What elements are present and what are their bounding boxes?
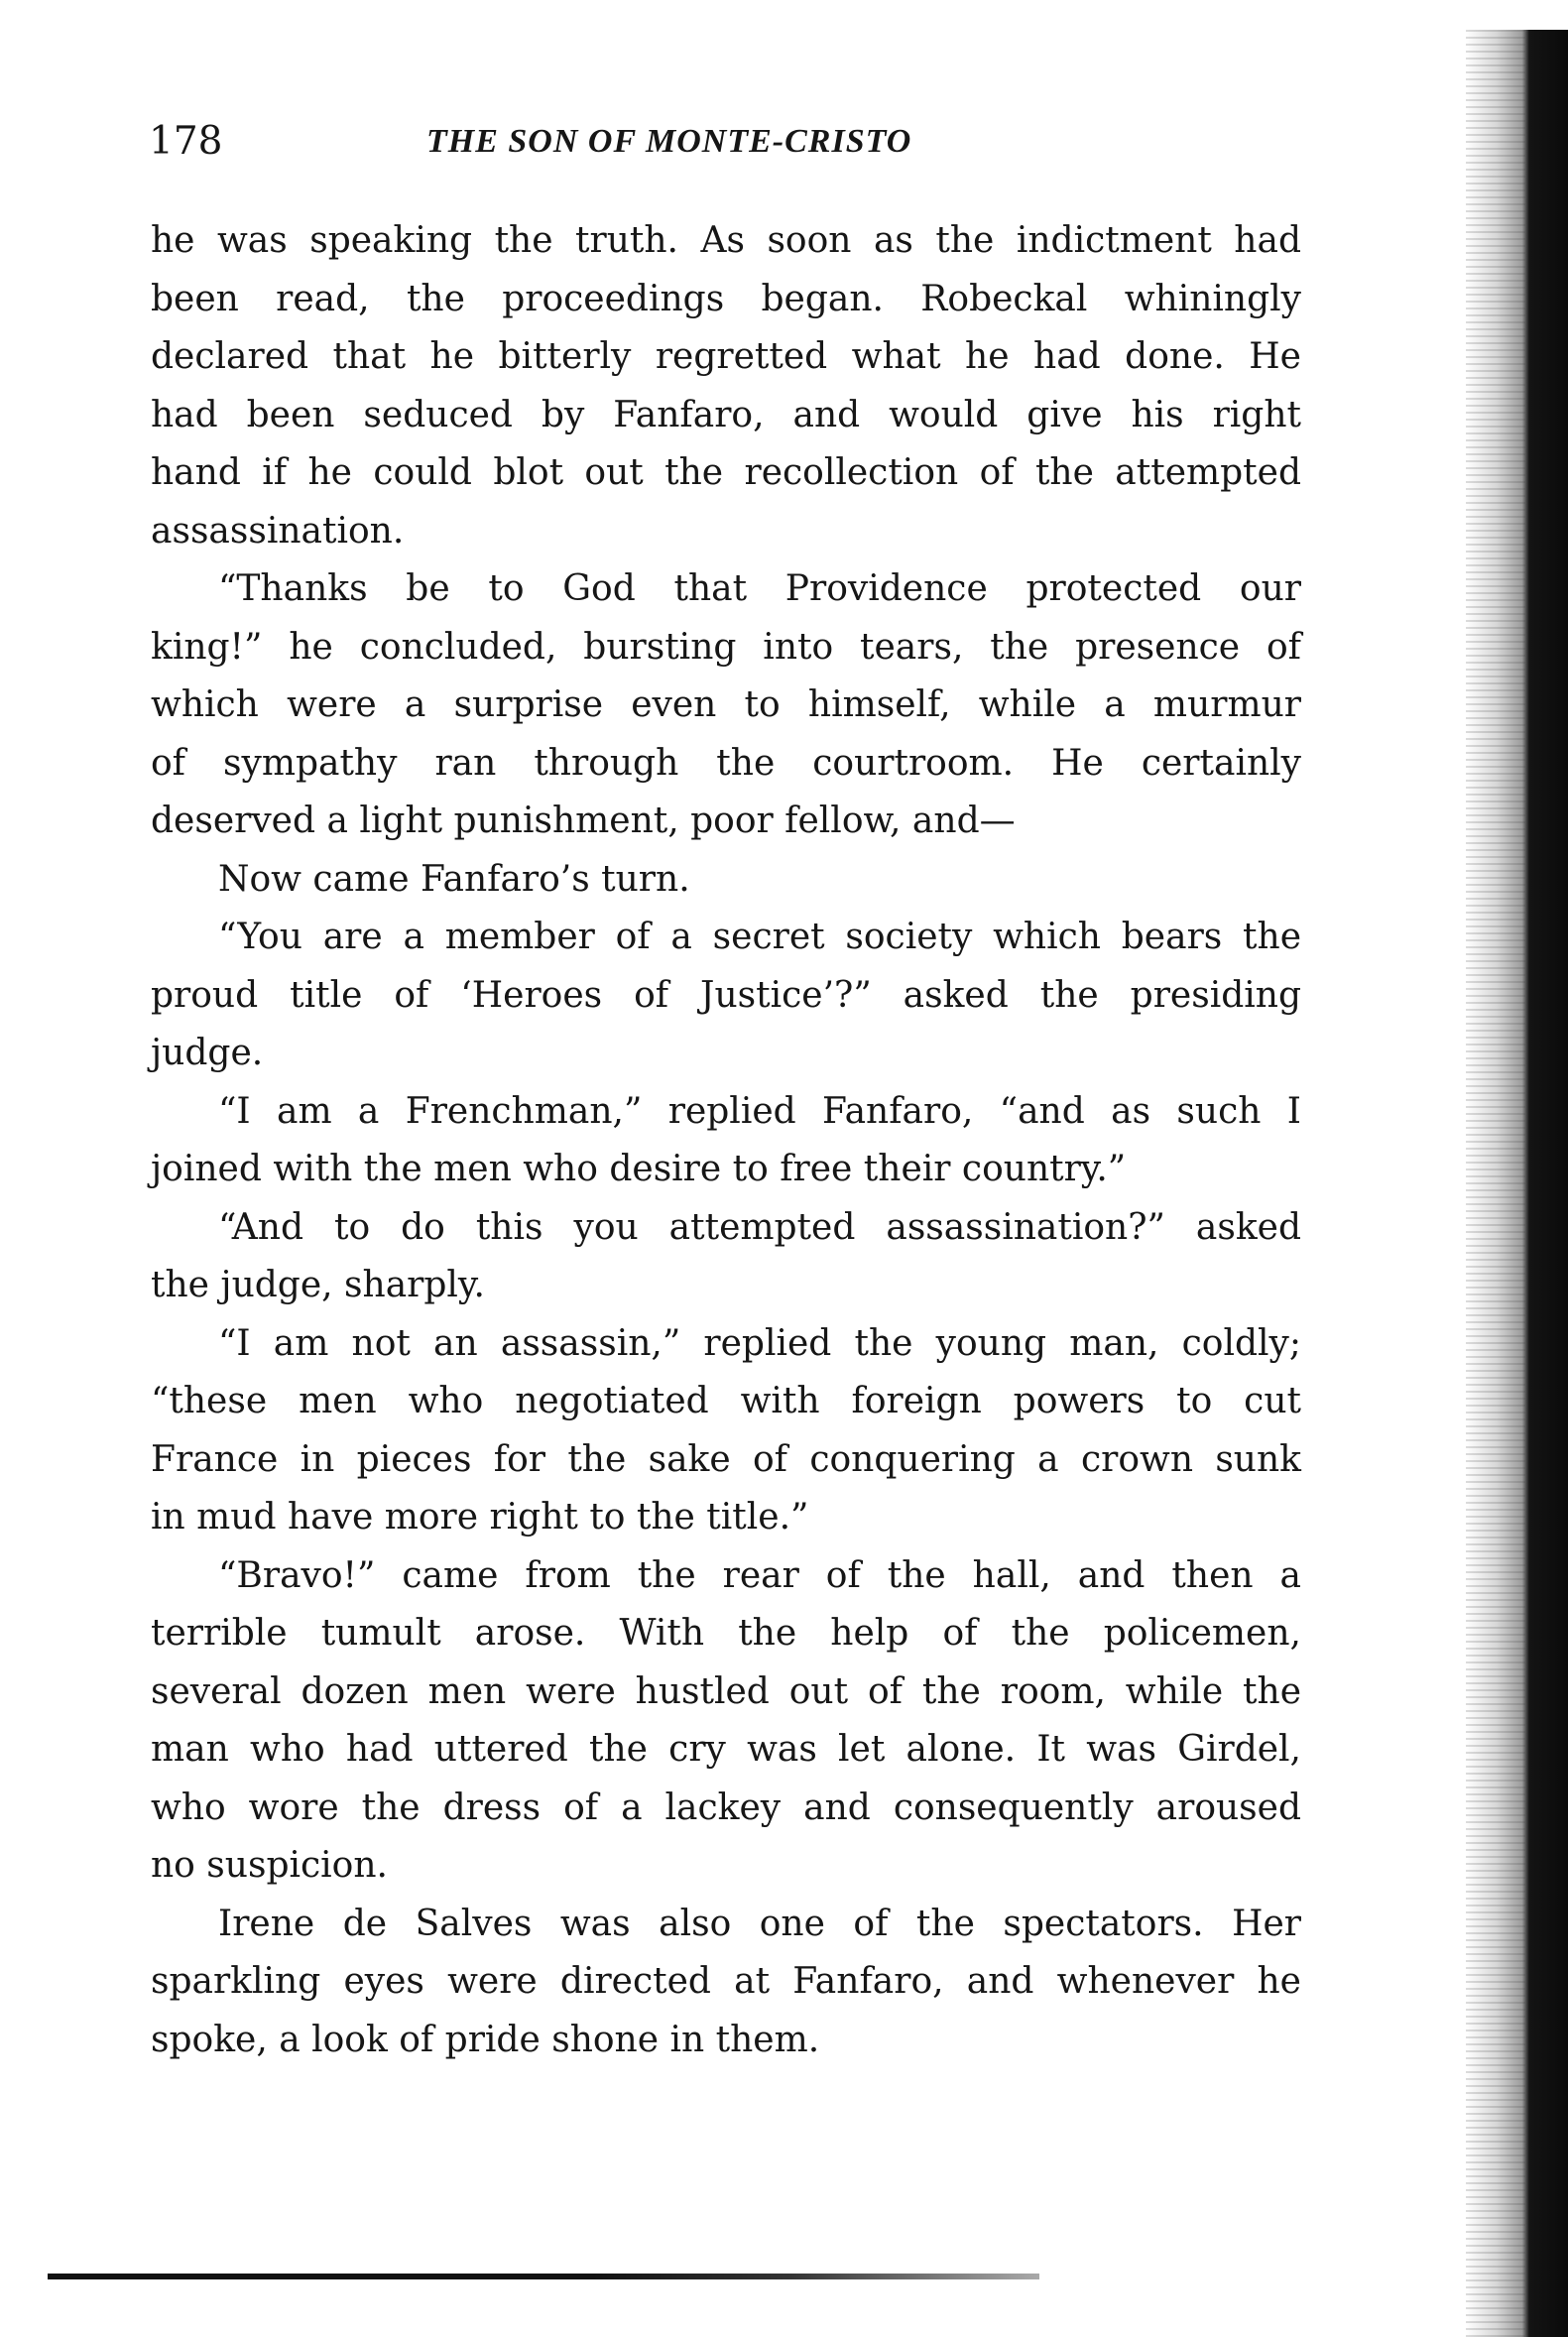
text-line: France in pieces for the sake of conquering a crown sunk	[151, 1438, 1301, 1480]
body-text	[151, 212, 1301, 2069]
text-line: “I am a Frenchman,” replied Fanfaro, “and as such I	[218, 1090, 1301, 1132]
text-line: deserved a light punishment, poor fellow, and—	[151, 800, 1016, 841]
text-line: who wore the dress of a lackey and consequently aroused	[151, 1786, 1301, 1828]
page-number: 178	[149, 119, 223, 164]
text-line: judge.	[151, 1033, 264, 1073]
text-line: assassination.	[151, 510, 405, 552]
text-line: joined with the men who desire to free their country.”	[151, 1149, 1127, 1189]
text-line: “You are a member of a secret society which bears the	[218, 917, 1301, 957]
text-line: sparkling eyes were directed at Fanfaro, and whenever he	[151, 1961, 1301, 2002]
bottom-rule	[48, 2274, 1039, 2279]
text-line: of sympathy ran through the courtroom. He certainly	[151, 742, 1301, 784]
text-line: the judge, sharply.	[151, 1265, 485, 1305]
text-line: declared that he bitterly regretted what he had done. He	[151, 336, 1301, 377]
text-line: man who had uttered the cry was let alone. It was Girdel,	[151, 1729, 1301, 1770]
text-line: Now came Fanfaro’s turn.	[218, 858, 690, 900]
text-line: which were a surprise even to himself, while a murmur	[151, 684, 1301, 725]
text-line: king!” he concluded, bursting into tears, the presence of	[151, 626, 1301, 668]
text-line: “I am not an assassin,” replied the young man, coldly;	[218, 1322, 1301, 1364]
text-line: “And to do this you attempted assassination?” asked	[218, 1206, 1301, 1248]
text-line: hand if he could blot out the recollection of the attempted	[151, 452, 1301, 493]
text-line: “Thanks be to God that Providence protected our	[218, 568, 1301, 609]
text-line: Irene de Salves was also one of the spectators. Her	[218, 1903, 1301, 1944]
text-line: proud title of ‘Heroes of Justice’?” asked the presiding	[151, 974, 1301, 1016]
page-header	[149, 119, 1299, 179]
running-title: THE SON OF MONTE-CRISTO	[426, 123, 912, 160]
text-line: spoke, a look of pride shone in them.	[151, 2019, 820, 2060]
gutter-speckle	[1466, 30, 1525, 2337]
text-line: several dozen men were hustled out of the room, while the	[151, 1670, 1301, 1712]
text-line: no suspicion.	[151, 1845, 388, 1886]
text-line: terrible tumult arose. With the help of the policemen,	[151, 1613, 1301, 1654]
text-line: he was speaking the truth. As soon as the indictment had	[151, 220, 1301, 261]
text-line: had been seduced by Fanfaro, and would give his right	[151, 394, 1301, 435]
text-line: in mud have more right to the title.”	[151, 1497, 809, 1538]
text-line: “Bravo!” came from the rear of the hall, and then a	[218, 1554, 1301, 1596]
text-line: “these men who negotiated with foreign powers to cut	[151, 1381, 1301, 1421]
text-line: been read, the proceedings began. Robeckal whiningly	[151, 278, 1301, 319]
